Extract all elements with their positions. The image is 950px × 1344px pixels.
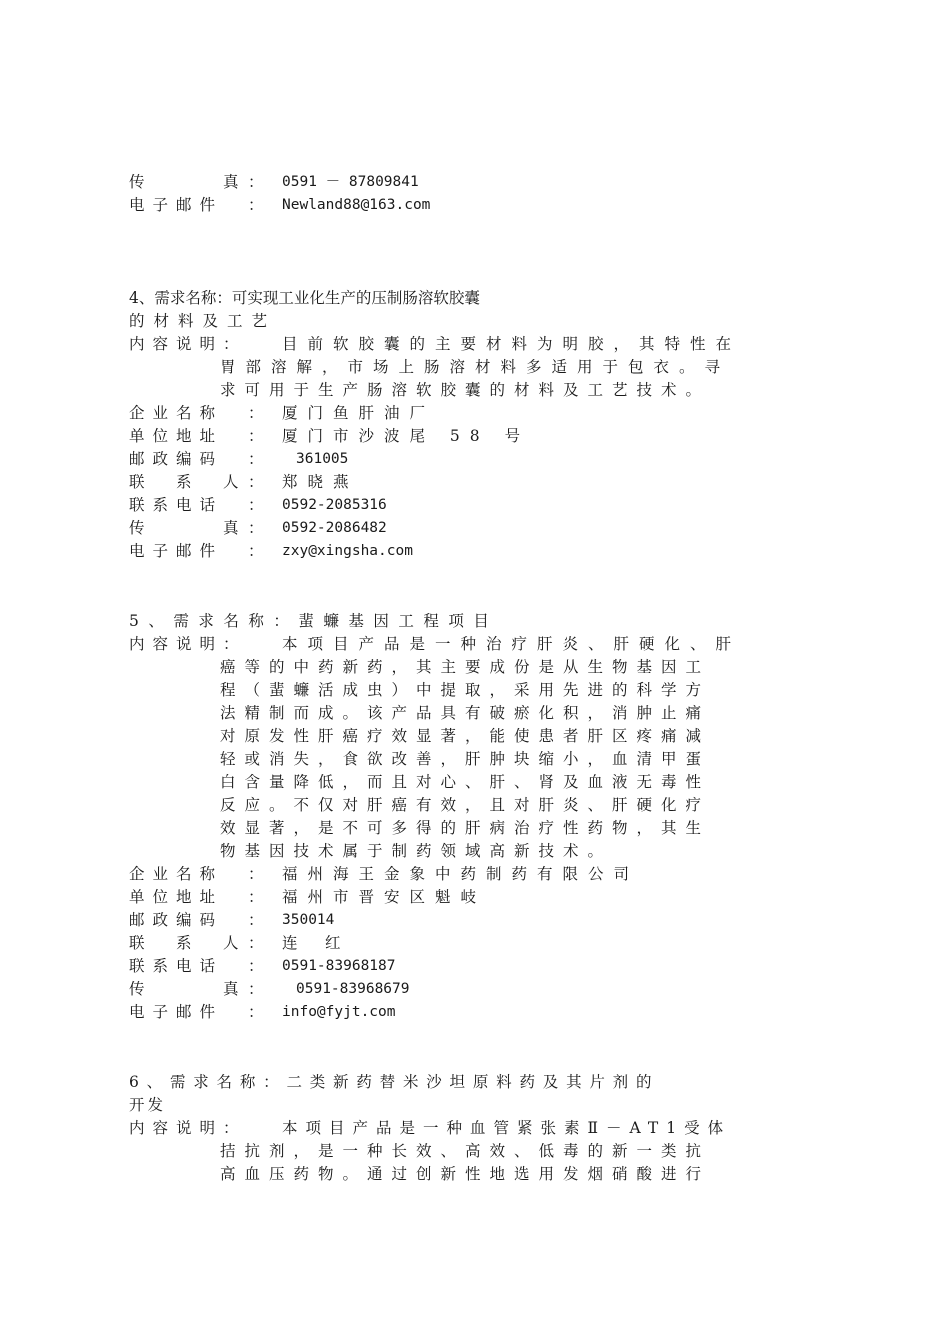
colon: ：: [248, 980, 264, 998]
postcode-value: 361005: [296, 451, 349, 467]
colon: ：: [248, 173, 264, 191]
postcode-value: 350014: [282, 912, 335, 928]
item6-title-cont: 开发: [129, 1096, 167, 1114]
postcode-label: 邮政编码: [129, 450, 224, 468]
colon: ：: [248, 911, 264, 929]
address-value: 厦门市沙波尾 58 号: [282, 427, 531, 445]
colon: ：: [248, 1003, 264, 1021]
colon: ：: [248, 888, 264, 906]
item5-desc-label: 内容说明：: [129, 635, 247, 653]
item6-desc-line: 本项目产品是一种血管紧张素Ⅱ－AT1受体: [282, 1119, 732, 1137]
fax-label: 传 真: [129, 980, 247, 998]
item4-title-cont: 的材料及工艺: [129, 312, 277, 330]
colon: ：: [248, 473, 264, 491]
colon: ：: [248, 404, 264, 422]
phone-label: 联系电话: [129, 496, 224, 514]
fax-label: 传 真: [129, 173, 247, 191]
fax-value: 0591 － 87809841: [282, 174, 419, 190]
item6-desc-line: 拮抗剂，是一种长效、高效、低毒的新一类抗: [220, 1142, 711, 1160]
contact-label: 联 系 人: [129, 473, 247, 491]
email-label: 电子邮件: [129, 1003, 224, 1021]
item5-desc-line: 物基因技术属于制药领域高新技术。: [220, 842, 613, 860]
item5-desc-line: 白含量降低，而且对心、肝、肾及血液无毒性: [220, 773, 711, 791]
colon: ：: [248, 427, 264, 445]
item5-desc-line: 对原发性肝癌疗效显著，能使患者肝区疼痛减: [220, 727, 711, 745]
postcode-label: 邮政编码: [129, 911, 224, 929]
item5-desc-line: 轻或消失，食欲改善，肝肿块缩小，血清甲蛋: [220, 750, 711, 768]
item5-desc-line: 本项目产品是一种治疗肝炎、肝硬化、肝: [282, 635, 742, 653]
item6-title: 6、需求名称：二类新药替米沙坦原料药及其片剂的: [129, 1073, 660, 1091]
address-value: 福州市晋安区魁岐: [282, 888, 487, 906]
fax-value: 0592-2086482: [282, 520, 387, 536]
item5-desc-line: 效显著，是不可多得的肝病治疗性药物，其生: [220, 819, 711, 837]
colon: ：: [248, 542, 264, 560]
company-label: 企业名称: [129, 404, 224, 422]
address-label: 单位地址: [129, 888, 224, 906]
item5-title: 5、需求名称：蜚蠊基因工程项目: [129, 612, 499, 630]
contact-value: 郑晓燕: [282, 473, 359, 491]
fax-value: 0591-83968679: [296, 981, 410, 997]
colon: ：: [248, 957, 264, 975]
email-value: zxy@xingsha.com: [282, 543, 413, 559]
item4-desc-line: 求可用于生产肠溶软胶囊的材料及工艺技术。: [220, 381, 711, 399]
colon: ：: [248, 865, 264, 883]
address-label: 单位地址: [129, 427, 224, 445]
colon: ：: [248, 196, 264, 214]
item5-desc-line: 反应。不仅对肝癌有效，且对肝炎、肝硬化疗: [220, 796, 711, 814]
colon: ：: [248, 934, 264, 952]
item4-desc-label: 内容说明：: [129, 335, 247, 353]
email-label: 电子邮件: [129, 542, 224, 560]
item6-desc-line: 高血压药物。通过创新性地选用发烟硝酸进行: [220, 1165, 711, 1183]
colon: ：: [248, 496, 264, 514]
phone-label: 联系电话: [129, 957, 224, 975]
item5-desc-line: 法精制而成。该产品具有破瘀化积，消肿止痛: [220, 704, 711, 722]
company-value: 厦门鱼肝油厂: [282, 404, 436, 422]
fax-label: 传 真: [129, 519, 247, 537]
item4-title: 4、需求名称：可实现工业化生产的压制肠溶软胶囊: [129, 289, 480, 307]
contact-value: 连 红: [282, 934, 347, 952]
item6-desc-label: 内容说明：: [129, 1119, 247, 1137]
email-value: Newland88@163.com: [282, 197, 431, 213]
company-value: 福州海王金象中药制药有限公司: [282, 865, 640, 883]
email-label: 电子邮件: [129, 196, 224, 214]
item5-desc-line: 癌等的中药新药，其主要成份是从生物基因工: [220, 658, 711, 676]
colon: ：: [248, 450, 264, 468]
colon: ：: [248, 519, 264, 537]
email-value: info@fyjt.com: [282, 1004, 396, 1020]
company-label: 企业名称: [129, 865, 224, 883]
item5-desc-line: 程（蜚蠊活成虫）中提取，采用先进的科学方: [220, 681, 711, 699]
phone-value: 0591-83968187: [282, 958, 396, 974]
item4-desc-line: 胃部溶解，市场上肠溶材料多适用于包衣。寻: [220, 358, 731, 376]
item4-desc-line: 目前软胶囊的主要材料为明胶，其特性在: [282, 335, 742, 353]
intro-email-line: [0, 194, 431, 286]
phone-value: 0592-2085316: [282, 497, 387, 513]
contact-label: 联 系 人: [129, 934, 247, 952]
